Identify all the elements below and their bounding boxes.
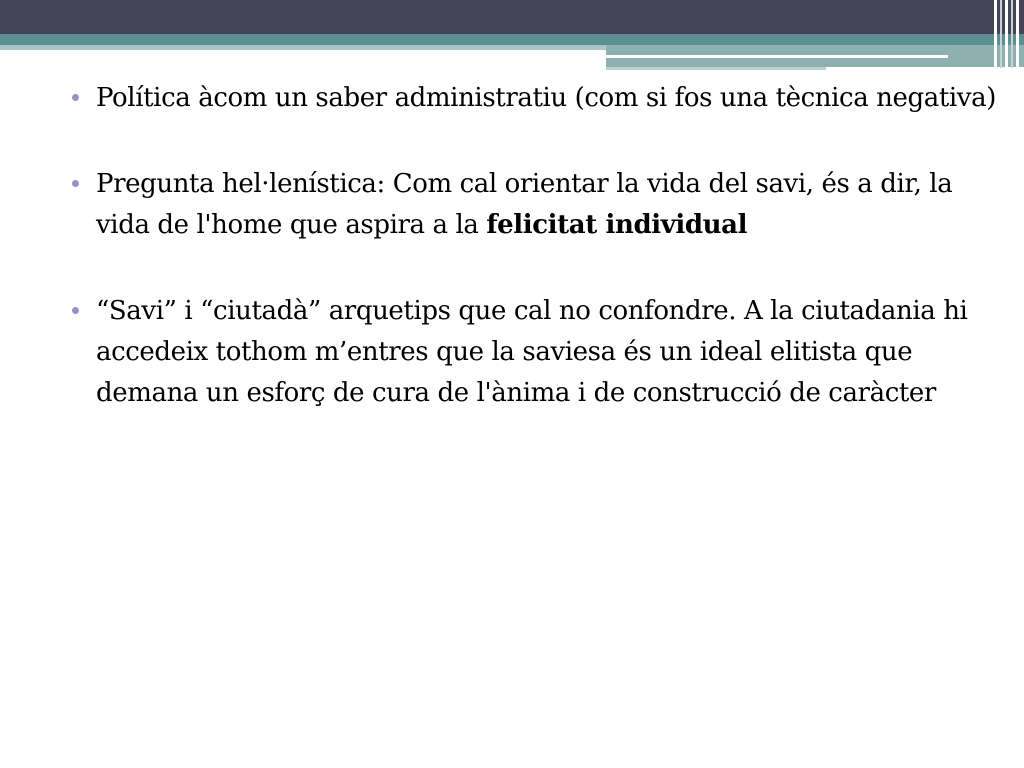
header-vertical-stripe bbox=[1016, 0, 1019, 68]
bullet-marker-icon bbox=[72, 180, 79, 187]
bullet-item bbox=[70, 78, 1000, 119]
bullet-list bbox=[70, 78, 1000, 459]
header-vertical-stripe bbox=[1011, 0, 1013, 68]
bullet-text: Pregunta hel·lenística: Com cal orientar la vida del savi, és a dir, la vida de l'home que aspira a la bbox=[96, 169, 953, 240]
header-vertical-stripe bbox=[1000, 0, 1002, 68]
header-white-line bbox=[606, 55, 948, 58]
bullet-item bbox=[70, 291, 1000, 414]
bullet-text: Política àcom un saber administratiu (com si fos una tècnica negativa) bbox=[96, 83, 996, 113]
header-under-line bbox=[606, 67, 826, 70]
header-vertical-stripe bbox=[1005, 0, 1008, 68]
header-vertical-stripe bbox=[994, 0, 997, 68]
header-band-light bbox=[0, 45, 606, 50]
bullet-item bbox=[70, 164, 1000, 246]
bullet-emphasis: felicitat individual bbox=[486, 210, 748, 240]
header-band-teal bbox=[0, 34, 1024, 45]
header-band-dark bbox=[0, 0, 1024, 34]
bullet-marker-icon bbox=[72, 307, 79, 314]
bullet-marker-icon bbox=[72, 94, 79, 101]
bullet-text: “Savi” i “ciutadà” arquetips que cal no confondre. A la ciutadania hi accedeix tothom m’entres que la saviesa és un ideal elitista que demana un esforç de cura de l'ànima i de construcció de caràcter bbox=[96, 296, 968, 408]
